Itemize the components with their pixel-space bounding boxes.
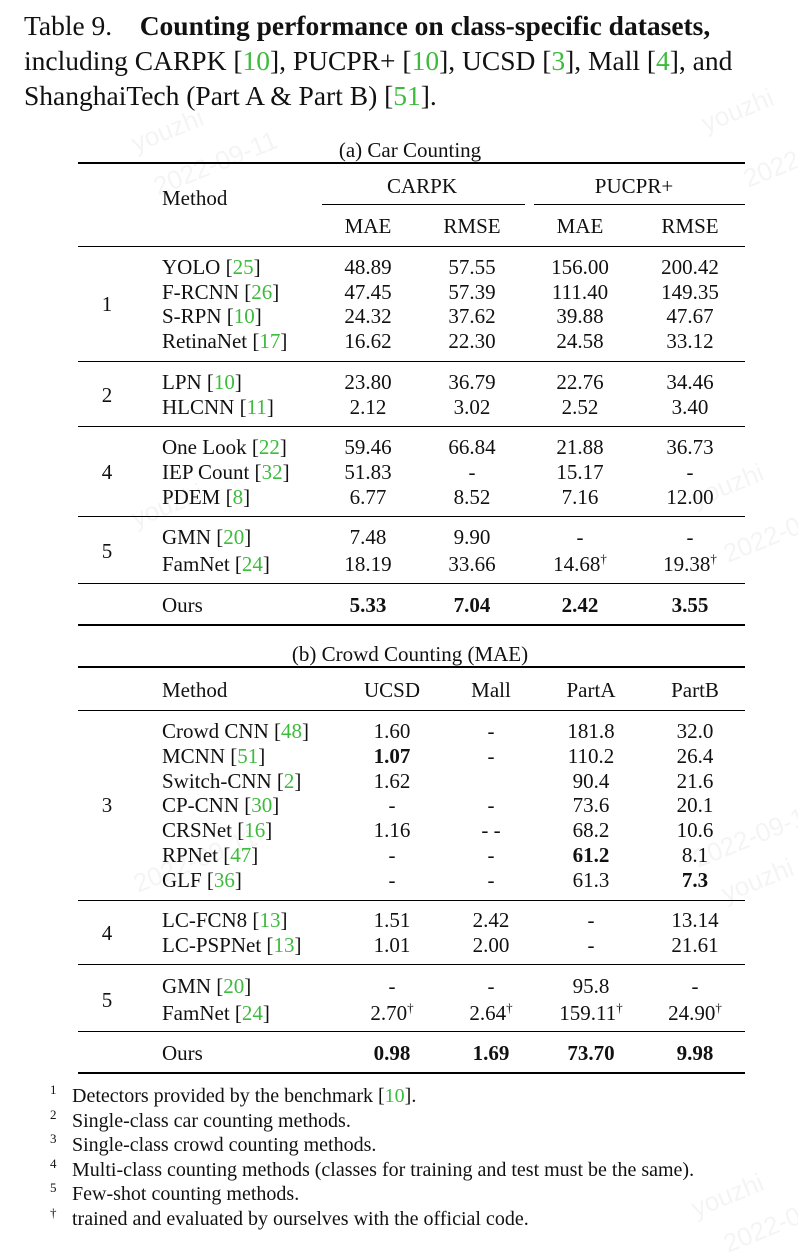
method-name: CRSNet [16] [162, 818, 273, 843]
value-cell: 2.52 [561, 395, 599, 419]
citation-link: 10 [411, 45, 440, 76]
value-cell: 9.98 [676, 1041, 714, 1065]
value-cell: 2.00 [472, 933, 510, 957]
method-name: GMN [20] [162, 974, 252, 998]
value-cell: 3.40 [671, 395, 709, 419]
value-cell: 2.12 [349, 395, 387, 419]
citation-link: 10 [213, 370, 235, 394]
table-title: Counting performance on class-specific datasets, [139, 10, 711, 41]
value-cell: 1.62 [373, 768, 411, 793]
watermark-text [687, 1167, 768, 1224]
citation-link: 11 [246, 395, 267, 419]
value-cell: 23.80 [344, 370, 392, 394]
value-cell: 47.67 [666, 304, 714, 329]
value-cell: 7.16 [561, 485, 599, 509]
value-cell: - [487, 743, 495, 768]
value-cell: 33.66 [448, 552, 496, 576]
citation-link: 51 [393, 80, 421, 111]
table-rule [78, 583, 745, 584]
value-cell: 24.90† [668, 1000, 722, 1025]
footnote-text: Single-class crowd counting methods. [72, 1134, 377, 1157]
value-cell: 33.12 [666, 329, 714, 354]
footnote-mark: 1 [50, 1082, 57, 1097]
subtable-a-caption: (a) Car Counting [338, 138, 482, 162]
caption-line: ShanghaiTech (Part A & Part B) [51]. [24, 80, 437, 111]
value-cell: 2.42 [472, 908, 510, 932]
table-rule [78, 361, 745, 362]
value-cell: 32.0 [676, 719, 714, 743]
value-cell: 22.30 [448, 329, 496, 354]
value-cell: - [576, 525, 584, 549]
dataset-header: PUCPR+ [594, 174, 674, 198]
value-cell: - [487, 843, 495, 867]
citation-link: 20 [223, 974, 245, 998]
citation-link: 8 [232, 485, 244, 509]
column-header: PartB [671, 678, 719, 702]
metric-header: MAE [556, 214, 604, 238]
value-cell: 12.00 [666, 485, 714, 509]
group-label: 3 [101, 793, 113, 818]
citation-link: 13 [259, 908, 281, 932]
citation-link: 26 [251, 279, 273, 304]
value-cell: 15.17 [556, 460, 604, 484]
method-name: LC-PSPNet [13] [162, 933, 302, 957]
value-cell: 9.90 [453, 525, 491, 549]
value-cell: - [487, 793, 495, 818]
method-name: RPNet [47] [162, 843, 259, 867]
value-cell: - [587, 908, 595, 932]
value-cell: 21.6 [676, 768, 714, 793]
method-name: CP-CNN [30] [162, 793, 280, 818]
value-cell: - [487, 867, 495, 892]
footnote-mark: 5 [50, 1180, 57, 1196]
value-cell: 7.3 [681, 867, 709, 892]
value-cell: 73.6 [572, 793, 610, 818]
method-name: FamNet [24] [162, 1001, 270, 1025]
table-rule [78, 666, 745, 668]
table-rule [78, 246, 745, 247]
table-rule [78, 162, 745, 164]
value-cell: 36.73 [666, 435, 714, 459]
table-rule [534, 204, 745, 205]
value-cell: 1.07 [373, 743, 411, 768]
value-cell: - [388, 843, 396, 867]
group-label: 5 [101, 538, 113, 563]
table-rule [78, 710, 745, 711]
citation-link: 36 [213, 867, 235, 892]
footnote-mark: 4 [50, 1155, 57, 1171]
dagger-mark: † [710, 551, 717, 566]
footnote-text: Multi-class counting methods (classes for training and test must be the same). [72, 1158, 695, 1181]
table-rule [78, 516, 745, 517]
citation-link: 4 [656, 45, 670, 76]
citation-link: 20 [223, 525, 245, 549]
citation-link: 13 [273, 933, 295, 957]
group-label: 1 [101, 292, 113, 317]
value-cell: 39.88 [556, 304, 604, 329]
method-name: S-RPN [10] [162, 304, 262, 329]
value-cell: - [487, 719, 495, 743]
column-header: PartA [566, 678, 616, 702]
metric-header: RMSE [443, 214, 501, 238]
value-cell: 149.35 [661, 279, 719, 304]
dagger-mark: † [600, 551, 607, 566]
citation-link: 16 [244, 818, 266, 843]
footnote-text: Single-class car counting methods. [72, 1109, 351, 1132]
citation-link: 47 [230, 843, 252, 867]
value-cell: 61.3 [572, 867, 610, 892]
value-cell: - [468, 460, 476, 484]
method-name: One Look [22] [162, 435, 287, 459]
watermark-text [719, 1182, 798, 1259]
value-cell: 111.40 [551, 279, 609, 304]
metric-header: RMSE [661, 214, 719, 238]
value-cell: 156.00 [551, 255, 609, 279]
table-caption [24, 8, 784, 113]
value-cell: 24.32 [344, 304, 392, 329]
value-cell: 66.84 [448, 435, 496, 459]
value-cell: - [388, 974, 396, 998]
value-cell: - - [481, 818, 501, 843]
footnote-mark: 2 [50, 1106, 57, 1122]
value-cell: 22.76 [556, 370, 604, 394]
value-cell: 34.46 [666, 370, 714, 394]
value-cell: 8.1 [681, 843, 709, 867]
value-cell: 8.52 [453, 485, 491, 509]
value-cell: 16.62 [344, 329, 392, 354]
value-cell: 7.48 [349, 525, 387, 549]
value-cell: 59.46 [344, 435, 392, 459]
value-cell: 1.16 [373, 818, 411, 843]
value-cell: 57.39 [448, 279, 496, 304]
citation-link: 10 [242, 45, 270, 76]
method-name: RetinaNet [17] [162, 329, 288, 354]
table-rule [78, 1031, 745, 1032]
value-cell: 7.04 [453, 593, 491, 617]
footnote-text: trained and evaluated by ourselves with the official code. [72, 1208, 529, 1230]
column-header: Mall [471, 678, 511, 702]
value-cell: 13.14 [671, 908, 719, 932]
value-cell: 26.4 [676, 743, 714, 768]
method-header: Method [162, 678, 228, 702]
caption-line: including CARPK [10], PUCPR+ [10], UCSD [3], Mall [4], and [24, 45, 733, 76]
value-cell: - [388, 793, 396, 818]
value-cell: - [487, 974, 495, 998]
value-cell: 90.4 [572, 768, 610, 793]
value-cell: - [686, 525, 694, 549]
citation-link: 10 [384, 1085, 405, 1107]
value-cell: 51.83 [344, 460, 392, 484]
value-cell: 61.2 [572, 843, 610, 867]
value-cell: 1.60 [373, 719, 411, 743]
method-name: FamNet [24] [162, 552, 270, 576]
citation-link: 30 [251, 793, 273, 818]
value-cell: 37.62 [448, 304, 496, 329]
value-cell: 5.33 [349, 593, 387, 617]
footnote-mark: 3 [50, 1131, 57, 1147]
citation-link: 3 [551, 45, 566, 76]
value-cell: 95.8 [572, 974, 610, 998]
group-label: 2 [101, 382, 113, 407]
value-cell: 6.77 [349, 485, 387, 509]
method-name: HLCNN [11] [162, 395, 274, 419]
value-cell: 1.01 [373, 933, 411, 957]
value-cell: 19.38† [663, 551, 717, 576]
value-cell: - [388, 867, 396, 892]
value-cell: - [686, 460, 694, 484]
value-cell: 21.88 [556, 435, 604, 459]
value-cell: 2.42 [561, 593, 599, 617]
value-cell: 181.8 [567, 719, 615, 743]
dataset-header: CARPK [386, 174, 458, 198]
value-cell: 0.98 [373, 1041, 411, 1065]
value-cell: 21.61 [671, 933, 719, 957]
value-cell: 48.89 [344, 255, 392, 279]
value-cell: 1.51 [373, 908, 411, 932]
method-name: LC-FCN8 [13] [162, 908, 288, 932]
value-cell: 1.69 [472, 1041, 510, 1065]
citation-link: 22 [258, 435, 280, 459]
value-cell: - [691, 974, 699, 998]
method-name: MCNN [51] [162, 743, 266, 768]
method-name: LPN [10] [162, 370, 242, 394]
table-rule [78, 900, 745, 901]
method-name: Switch-CNN [2] [162, 768, 302, 793]
value-cell: - [587, 933, 595, 957]
group-label: 4 [101, 460, 113, 484]
citation-link: 2 [283, 768, 295, 793]
footnote-text: Few-shot counting methods. [72, 1183, 300, 1206]
value-cell: 36.79 [448, 370, 496, 394]
method-name: PDEM [8] [162, 485, 251, 509]
metric-header: MAE [344, 214, 392, 238]
citation-link: 32 [261, 460, 283, 484]
value-cell: 68.2 [572, 818, 610, 843]
table-rule [78, 964, 745, 965]
value-cell: 24.58 [556, 329, 604, 354]
citation-link: 48 [281, 719, 302, 743]
dagger-mark: † [506, 1000, 513, 1015]
footnote-text: Detectors provided by the benchmark [10]. [72, 1085, 417, 1107]
value-cell: 3.55 [671, 593, 709, 617]
citation-link: 10 [233, 304, 255, 329]
method-header: Method [162, 186, 228, 210]
method-name: Ours [162, 593, 203, 617]
value-cell: 2.64† [469, 1000, 513, 1025]
footnote-mark: † [50, 1205, 57, 1220]
group-label: 5 [101, 987, 113, 1012]
value-cell: 57.55 [448, 255, 496, 279]
table-rule [78, 426, 745, 427]
watermark-text [719, 492, 798, 570]
value-cell: 3.02 [453, 395, 491, 419]
column-header: UCSD [363, 678, 421, 702]
value-cell: 73.70 [567, 1041, 615, 1065]
dagger-mark: † [407, 1000, 414, 1015]
value-cell: 2.70† [370, 1000, 414, 1025]
group-label: 4 [101, 920, 113, 945]
value-cell: 20.1 [676, 793, 714, 818]
table-rule [322, 204, 525, 205]
citation-link: 24 [241, 1001, 263, 1025]
value-cell: 14.68† [553, 551, 607, 576]
value-cell: 18.19 [344, 552, 392, 576]
value-cell: 159.11† [559, 1000, 623, 1025]
method-name: GLF [36] [162, 867, 242, 892]
subtable-b-caption: (b) Crowd Counting (MAE) [291, 642, 529, 666]
method-name: F-RCNN [26] [162, 279, 280, 304]
table-number: Table 9. [24, 10, 113, 41]
citation-link: 51 [237, 743, 259, 768]
citation-link: 24 [241, 552, 263, 576]
table-rule [78, 624, 745, 626]
table-rule [78, 1072, 745, 1074]
value-cell: 110.2 [567, 743, 615, 768]
method-name: GMN [20] [162, 525, 252, 549]
method-name: Crowd CNN [48] [162, 719, 309, 743]
citation-link: 17 [259, 329, 281, 354]
dagger-mark: † [616, 1000, 623, 1015]
method-name: IEP Count [32] [162, 460, 290, 484]
value-cell: 10.6 [676, 818, 714, 843]
citation-link: 25 [232, 255, 254, 279]
dagger-mark: † [715, 1000, 722, 1015]
method-name: Ours [162, 1041, 203, 1065]
value-cell: 200.42 [661, 255, 719, 279]
method-name: YOLO [25] [162, 255, 261, 279]
value-cell: 47.45 [344, 279, 392, 304]
